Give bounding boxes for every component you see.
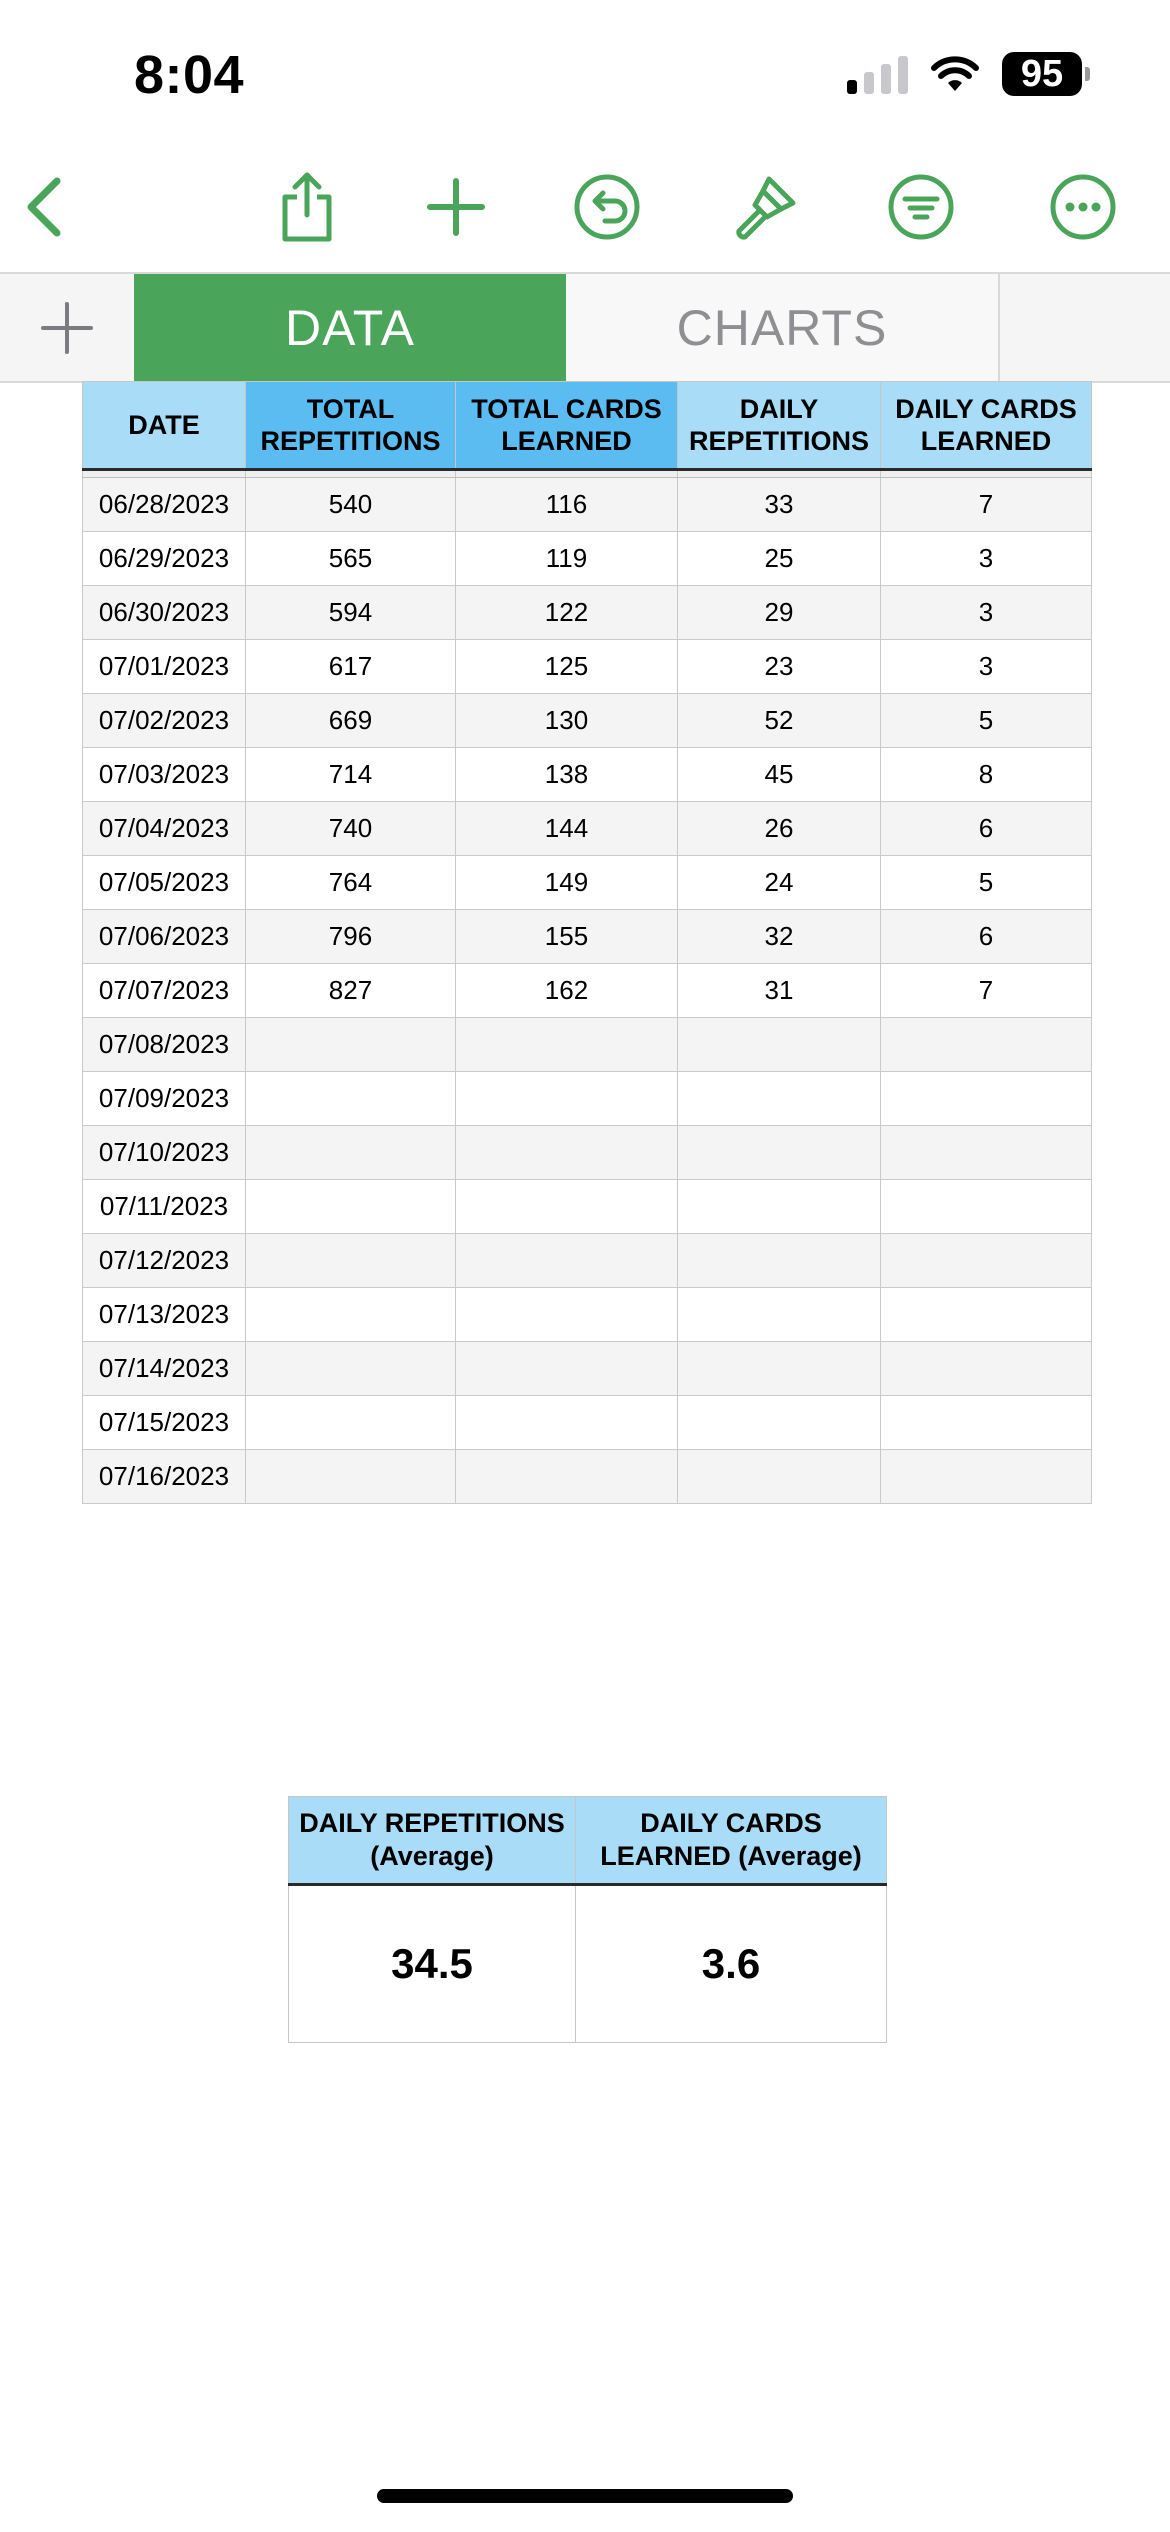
cell-total-repetitions[interactable] — [246, 1072, 456, 1126]
cell-total-cards-learned[interactable]: 149 — [456, 856, 678, 910]
cell-daily-repetitions[interactable] — [678, 1126, 881, 1180]
cell-daily-cards-learned[interactable]: 6 — [881, 802, 1092, 856]
cell-total-cards-learned[interactable]: 144 — [456, 802, 678, 856]
battery-level: 95 — [1002, 52, 1082, 96]
cell-total-cards-learned[interactable] — [456, 1450, 678, 1504]
cell-date[interactable]: 07/16/2023 — [83, 1450, 246, 1504]
summary-header-row — [289, 1797, 887, 1885]
cell-daily-cards-learned[interactable] — [881, 1450, 1092, 1504]
cell-total-cards-learned[interactable] — [456, 1288, 678, 1342]
cell-total-repetitions[interactable]: 565 — [246, 532, 456, 586]
cell-date[interactable]: 07/07/2023 — [83, 964, 246, 1018]
cell-daily-repetitions[interactable]: 26 — [678, 802, 881, 856]
cell-daily-cards-learned[interactable]: 7 — [881, 964, 1092, 1018]
cell-total-cards-learned[interactable] — [456, 1342, 678, 1396]
cell-daily-cards-learned[interactable]: 3 — [881, 586, 1092, 640]
cell-total-cards-learned[interactable]: 116 — [456, 478, 678, 532]
more-icon[interactable] — [1038, 160, 1128, 254]
cell-total-repetitions[interactable]: 540 — [246, 478, 456, 532]
cell-daily-cards-learned[interactable]: 5 — [881, 856, 1092, 910]
cell-total-cards-learned[interactable]: 155 — [456, 910, 678, 964]
table-row — [83, 640, 1092, 694]
cell-total-cards-learned[interactable]: 125 — [456, 640, 678, 694]
column-header-daily-repetitions[interactable]: DAILY REPETITIONS — [678, 382, 881, 470]
cell-daily-cards-learned[interactable]: 7 — [881, 478, 1092, 532]
cell-daily-repetitions[interactable] — [678, 1450, 881, 1504]
summary-value-row — [289, 1885, 887, 2043]
cell-total-cards-learned[interactable]: 122 — [456, 586, 678, 640]
cell-daily-cards-learned[interactable]: 3 — [881, 532, 1092, 586]
cell-date[interactable]: 07/03/2023 — [83, 748, 246, 802]
plus-icon — [39, 300, 95, 356]
cell-date[interactable]: 07/15/2023 — [83, 1396, 246, 1450]
cell-date[interactable]: 07/08/2023 — [83, 1018, 246, 1072]
cell-daily-cards-learned[interactable] — [881, 1396, 1092, 1450]
cell-daily-repetitions[interactable]: 52 — [678, 694, 881, 748]
cell-daily-cards-learned[interactable] — [881, 1234, 1092, 1288]
cell-daily-repetitions[interactable]: 33 — [678, 478, 881, 532]
cell-total-repetitions[interactable]: 617 — [246, 640, 456, 694]
cell-daily-repetitions[interactable]: 23 — [678, 640, 881, 694]
wifi-icon — [930, 55, 980, 93]
cell-daily-repetitions[interactable]: 24 — [678, 856, 881, 910]
status-time: 8:04 — [134, 45, 245, 105]
table-row — [83, 586, 1092, 640]
table-row — [83, 802, 1092, 856]
cell-date[interactable]: 07/05/2023 — [83, 856, 246, 910]
cell-date[interactable]: 07/14/2023 — [83, 1342, 246, 1396]
battery-icon — [1002, 52, 1090, 96]
cell-total-repetitions[interactable]: 796 — [246, 910, 456, 964]
cell-daily-repetitions[interactable]: 29 — [678, 586, 881, 640]
cell-total-cards-learned[interactable] — [456, 1234, 678, 1288]
tab-data[interactable]: DATA — [134, 274, 566, 381]
cell-total-repetitions[interactable]: 669 — [246, 694, 456, 748]
summary-table — [288, 1796, 887, 2043]
cell-total-repetitions[interactable]: 594 — [246, 586, 456, 640]
add-sheet-button[interactable] — [0, 274, 136, 381]
table-row — [83, 1180, 1092, 1234]
cell-total-repetitions[interactable] — [246, 1126, 456, 1180]
cell-daily-repetitions[interactable] — [678, 1396, 881, 1450]
table-row — [83, 910, 1092, 964]
cell-total-repetitions[interactable] — [246, 1180, 456, 1234]
cell-date[interactable]: 07/02/2023 — [83, 694, 246, 748]
cell-date[interactable]: 07/09/2023 — [83, 1072, 246, 1126]
cell-date[interactable]: 06/30/2023 — [83, 586, 246, 640]
cell-date[interactable]: 07/04/2023 — [83, 802, 246, 856]
table-row — [83, 1396, 1092, 1450]
toolbar — [0, 160, 1170, 254]
cell-total-repetitions[interactable] — [246, 1450, 456, 1504]
cell-daily-cards-learned[interactable]: 8 — [881, 748, 1092, 802]
column-header-date[interactable]: DATE — [83, 382, 246, 470]
cell-daily-repetitions[interactable]: 32 — [678, 910, 881, 964]
table-row — [83, 748, 1092, 802]
cell-date[interactable]: 06/28/2023 — [83, 478, 246, 532]
sheet-tab-bar — [0, 272, 1170, 383]
column-header-total-cards-learned[interactable]: TOTAL CARDS LEARNED — [456, 382, 678, 470]
summary-header-daily-repetitions-average[interactable]: DAILY REPETITIONS (Average) — [289, 1797, 576, 1885]
cell-total-repetitions[interactable] — [246, 1288, 456, 1342]
undo-icon[interactable] — [562, 160, 652, 254]
summary-table-container — [288, 1796, 886, 2043]
table-row — [83, 856, 1092, 910]
cell-total-cards-learned[interactable] — [456, 1396, 678, 1450]
cell-total-repetitions[interactable] — [246, 1234, 456, 1288]
table-row — [83, 1342, 1092, 1396]
table-row — [83, 1288, 1092, 1342]
column-header-daily-cards-learned[interactable]: DAILY CARDS LEARNED — [881, 382, 1092, 470]
cell-date[interactable]: 07/01/2023 — [83, 640, 246, 694]
cell-daily-repetitions[interactable] — [678, 1072, 881, 1126]
cell-daily-repetitions[interactable] — [678, 1342, 881, 1396]
cell-total-repetitions[interactable]: 740 — [246, 802, 456, 856]
cell-total-cards-learned[interactable]: 162 — [456, 964, 678, 1018]
cell-date[interactable]: 07/11/2023 — [83, 1180, 246, 1234]
cell-daily-cards-learned[interactable]: 5 — [881, 694, 1092, 748]
column-header-total-repetitions[interactable]: TOTAL REPETITIONS — [246, 382, 456, 470]
cell-total-repetitions[interactable] — [246, 1342, 456, 1396]
cell-daily-cards-learned[interactable]: 3 — [881, 640, 1092, 694]
cell-daily-repetitions[interactable]: 31 — [678, 964, 881, 1018]
cell-daily-cards-learned[interactable] — [881, 1288, 1092, 1342]
cellular-signal-icon — [847, 54, 908, 94]
cell-total-cards-learned[interactable]: 119 — [456, 532, 678, 586]
cell-total-repetitions[interactable] — [246, 1396, 456, 1450]
cell-date[interactable]: 06/29/2023 — [83, 532, 246, 586]
cell-daily-repetitions[interactable]: 45 — [678, 748, 881, 802]
format-brush-icon[interactable] — [718, 160, 808, 254]
cell-total-cards-learned[interactable] — [456, 1072, 678, 1126]
summary-header-daily-cards-learned-average[interactable]: DAILY CARDS LEARNED (Average) — [576, 1797, 887, 1885]
status-indicators — [847, 52, 1090, 96]
share-icon[interactable] — [262, 160, 352, 254]
cell-total-cards-learned[interactable] — [456, 1180, 678, 1234]
cell-daily-cards-learned[interactable] — [881, 1126, 1092, 1180]
home-indicator[interactable] — [377, 2489, 793, 2503]
summary-value-daily-cards-learned-average[interactable]: 3.6 — [576, 1885, 887, 2043]
cell-total-cards-learned[interactable] — [456, 1126, 678, 1180]
cell-daily-repetitions[interactable] — [678, 1180, 881, 1234]
cell-date[interactable]: 07/13/2023 — [83, 1288, 246, 1342]
table-row — [83, 1126, 1092, 1180]
tab-charts[interactable]: CHARTS — [566, 274, 1000, 381]
cell-daily-cards-learned[interactable]: 6 — [881, 910, 1092, 964]
cell-daily-repetitions[interactable] — [678, 1288, 881, 1342]
table-row — [83, 1234, 1092, 1288]
cell-total-cards-learned[interactable]: 130 — [456, 694, 678, 748]
cell-daily-repetitions[interactable]: 25 — [678, 532, 881, 586]
table-row — [83, 478, 1092, 532]
cell-total-repetitions[interactable]: 714 — [246, 748, 456, 802]
cell-total-repetitions[interactable]: 764 — [246, 856, 456, 910]
cell-total-cards-learned[interactable] — [456, 1018, 678, 1072]
cell-daily-cards-learned[interactable] — [881, 1072, 1092, 1126]
table-body — [83, 470, 1092, 1504]
cell-daily-cards-learned[interactable] — [881, 1180, 1092, 1234]
table-header-row — [83, 382, 1092, 470]
summary-value-daily-repetitions-average[interactable]: 34.5 — [289, 1885, 576, 2043]
table-row — [83, 1018, 1092, 1072]
data-table — [82, 381, 1092, 1504]
cell-date[interactable]: 07/06/2023 — [83, 910, 246, 964]
table-row — [83, 1072, 1092, 1126]
filter-icon[interactable] — [876, 160, 966, 254]
table-row — [83, 532, 1092, 586]
add-icon[interactable] — [411, 160, 501, 254]
cell-daily-repetitions[interactable] — [678, 1018, 881, 1072]
cell-total-cards-learned[interactable]: 138 — [456, 748, 678, 802]
table-row — [83, 964, 1092, 1018]
cell-total-repetitions[interactable]: 827 — [246, 964, 456, 1018]
data-table-container — [82, 381, 1091, 1504]
back-chevron-icon[interactable] — [2, 160, 92, 254]
cell-total-repetitions[interactable] — [246, 1018, 456, 1072]
table-row — [83, 1450, 1092, 1504]
cell-daily-repetitions[interactable] — [678, 1234, 881, 1288]
table-row — [83, 694, 1092, 748]
cell-daily-cards-learned[interactable] — [881, 1342, 1092, 1396]
cell-daily-cards-learned[interactable] — [881, 1018, 1092, 1072]
cell-date[interactable]: 07/12/2023 — [83, 1234, 246, 1288]
cell-date[interactable]: 07/10/2023 — [83, 1126, 246, 1180]
